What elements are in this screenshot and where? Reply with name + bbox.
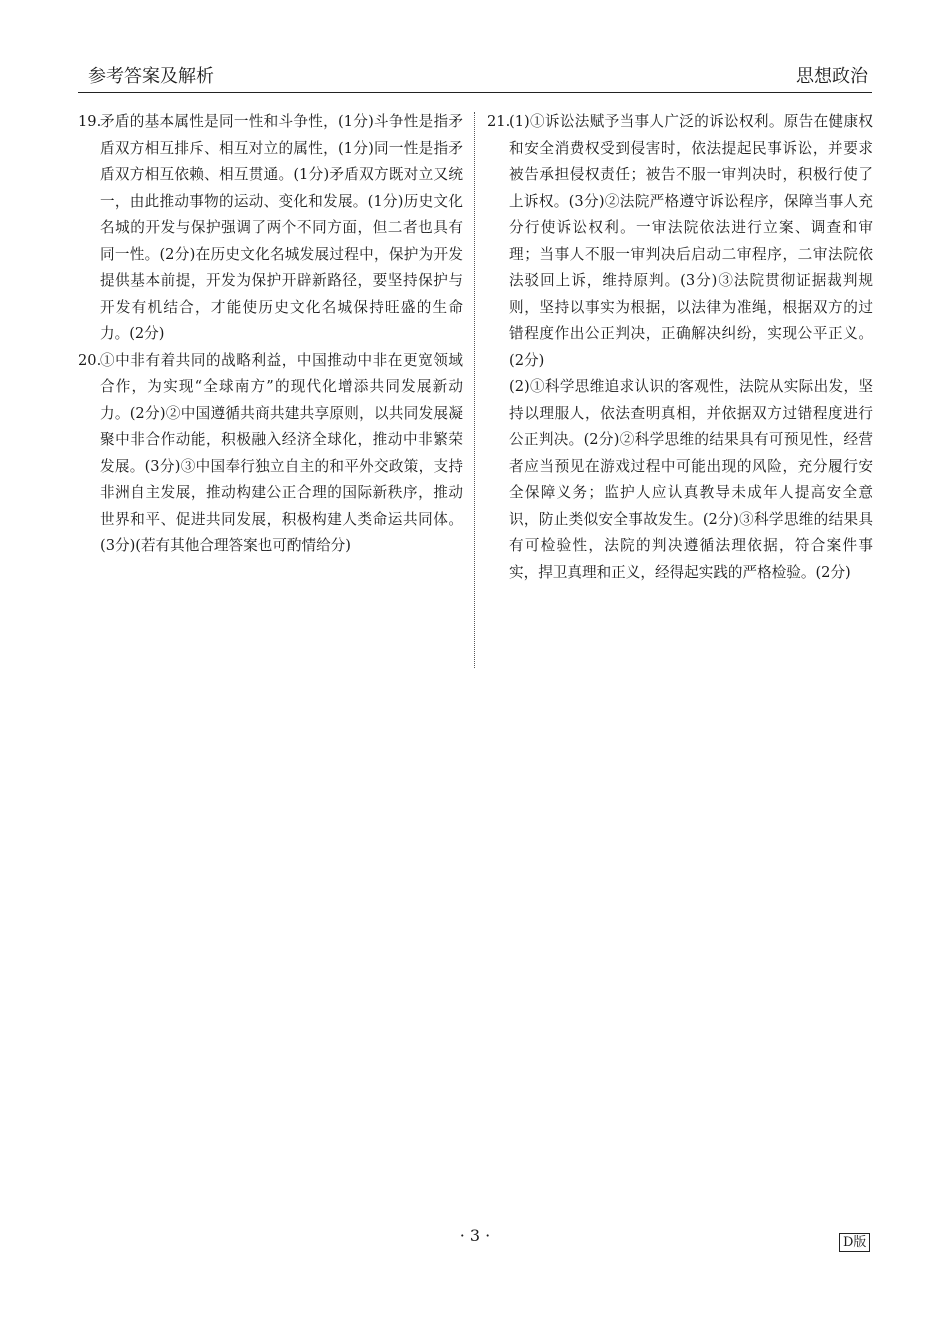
page-header (78, 60, 872, 93)
question-19 (78, 109, 463, 348)
question-number: 19. (78, 113, 102, 130)
answer-text: ①中非有着共同的战略利益，中国推动中非在更宽领域合作，为实现“全球南方”的现代化增添共同发展新动力。(2分)②中国遵循共商共建共享原则，以共同发展凝聚中非合作动能，积极融入经济全球化，推动中非繁荣发展。(3分)③中国奉行独立自主的和平外交政策，支持非洲自主发展，推动构建公正合理的国际新秩序，推动世界和平、促进共同发展，积极构建人类命运共同体。(3分)(若有其他合理答案也可酌情给分) (100, 351, 463, 554)
left-column (78, 109, 463, 560)
right-column (487, 109, 873, 586)
answer-part-1: (1)①诉讼法赋予当事人广泛的诉讼权利。原告在健康权和安全消费权受到侵害时，依法提起民事诉讼，并要求被告承担侵权责任；被告不服一审判决时，积极行使了上诉权。(3分)②法院严格遵守诉讼程序，保障当事人充分行使诉讼权利。一审法院依法进行立案、调查和审理；当事人不服一审判决后启动二审程序，二审法院依法驳回上诉，维持原判。(3分)③法院贯彻证据裁判规则，坚持以事实为根据，以法律为准绳，根据双方的过错程度作出公正判决，正确解决纠纷，实现公平正义。(2分) (509, 113, 873, 369)
question-20 (78, 348, 463, 560)
question-21 (487, 109, 873, 586)
answer-part-2: (2)①科学思维追求认识的客观性，法院从实际出发，坚持以理服人，依法查明真相，并依据双方过错程度进行公正判决。(2分)②科学思维的结果具有可预见性，经营者应当预见在游戏过程中可能出现的风险，充分履行安全保障义务；监护人应认真教导未成年人提高安全意识，防止类似安全事故发生。(2分)③科学思维的结果具有可检验性，法院的判决遵循法理依据，符合案件事实，捍卫真理和正义，经得起实践的严格检验。(2分) (509, 378, 873, 581)
page-number: · 3 · (459, 1226, 491, 1245)
answer-text: 矛盾的基本属性是同一性和斗争性，(1分)斗争性是指矛盾双方相互排斥、相互对立的属性，(1分)同一性是指矛盾双方相互依赖、相互贯通。(1分)矛盾双方既对立又统一，由此推动事物的运动、变化和发展。(1分)历史文化名城的开发与保护强调了两个不同方面，但二者也具有同一性。(2分)在历史文化名城发展过程中，保护为开发提供基本前提，开发为保护开辟新路径，要坚持保护与开发有机结合，才能使历史文化名城保持旺盛的生命力。(2分) (100, 113, 463, 342)
header-title: 参考答案及解析 (88, 66, 214, 87)
header-subject: 思想政治 (796, 66, 868, 87)
question-number: 20. (78, 351, 102, 369)
edition-badge: D版 (839, 1233, 870, 1252)
question-number: 21. (487, 113, 511, 130)
column-divider (474, 112, 475, 668)
